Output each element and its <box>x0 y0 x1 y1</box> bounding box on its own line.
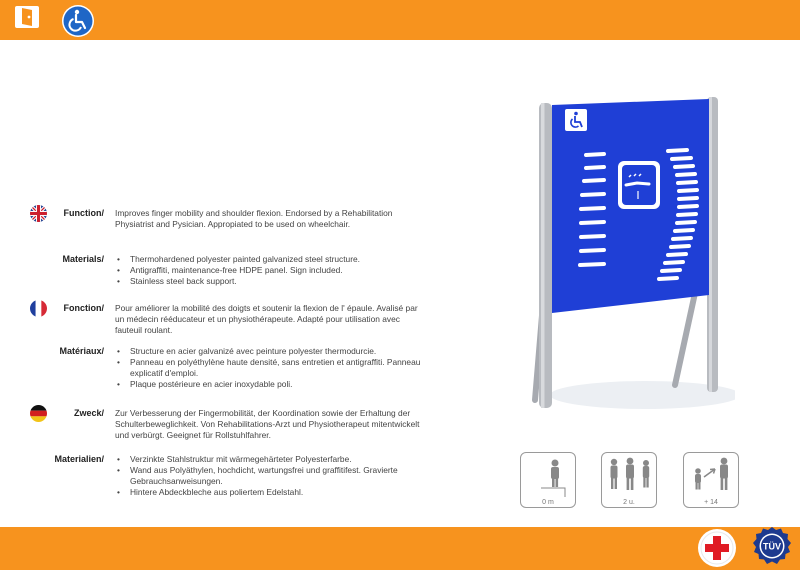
list-item: • Plaque postérieure en acier inoxydable poli. <box>115 379 435 390</box>
tuv-certification-icon <box>751 525 793 567</box>
pictogram-age <box>683 452 739 508</box>
list-item: • Panneau en polyéthylène haute densité, sans entretien et antigraffiti. Panneau explicatif d'emploi. <box>115 357 435 379</box>
materials-list-fr <box>115 346 435 390</box>
users-count-icon <box>602 453 658 497</box>
fall-height-icon <box>521 453 577 497</box>
list-item: • Wand aus Polyäthylen, hochdicht, wartungsfrei und graffitifest. Gravierte Gebrauchsanweisungen. <box>115 465 435 487</box>
first-aid-cross-icon <box>697 528 737 568</box>
materials-label-fr: Matériaux/ <box>59 346 104 356</box>
exit-door-icon <box>13 4 41 30</box>
pictogram-caption: 0 m <box>542 499 554 506</box>
function-label-de: Zweck/ <box>73 408 104 418</box>
function-label-fr: Fonction/ <box>63 303 104 313</box>
age-range-icon <box>684 453 740 497</box>
function-text-en: Improves finger mobility and shoulder flexion. Endorsed by a Rehabilitation Physiatrist and Pysician. Appropiated to be used on wheelchair. <box>115 208 393 229</box>
materials-label-en: Materials/ <box>62 254 104 264</box>
materials-list-de <box>115 454 435 498</box>
wheelchair-accessible-icon <box>61 4 95 38</box>
pictogram-users <box>601 452 657 508</box>
list-item: • Stainless steel back support. <box>115 276 435 287</box>
function-text-fr: Pour améliorer la mobilité des doigts et soutenir la flexion de l' épaule. Avalisé par un médecin rééducateur et un physiothérapeute. Adapté pour utilisation avec fauteuil roulant. <box>115 303 418 335</box>
function-label-en: Function/ <box>63 208 104 218</box>
list-item: • Hintere Abdeckbleche aus poliertem Edelstahl. <box>115 487 435 498</box>
list-item: • Antigraffiti, maintenance-free HDPE panel. Sign included. <box>115 265 435 276</box>
function-text-de: Zur Verbesserung der Fingermobilität, der Koordination sowie der Erhaltung der Schulterbeweglichkeit. Von Rehabilitations-Arzt und Physiotherapeut mitentwickelt und verbürgt. Geeignet für Rollstuhlfahrer. <box>115 408 420 440</box>
footer-bar <box>0 527 800 570</box>
list-item: • Structure en acier galvanizé avec peinture polyester thermodurcie. <box>115 346 435 357</box>
product-image <box>525 95 735 415</box>
materials-label-de: Materialien/ <box>54 454 104 464</box>
list-item: • Verzinkte Stahlstruktur mit wärmegehärteter Polyesterfarbe. <box>115 454 435 465</box>
tuv-label: TÜV <box>763 541 781 552</box>
materials-list-en <box>115 254 435 287</box>
pictogram-caption: 2 u. <box>623 499 635 506</box>
list-item: • Thermohardened polyester painted galvanized steel structure. <box>115 254 435 265</box>
pictogram-caption: + 14 <box>704 499 718 506</box>
pictogram-fall-height <box>520 452 576 508</box>
header-bar <box>0 0 800 40</box>
